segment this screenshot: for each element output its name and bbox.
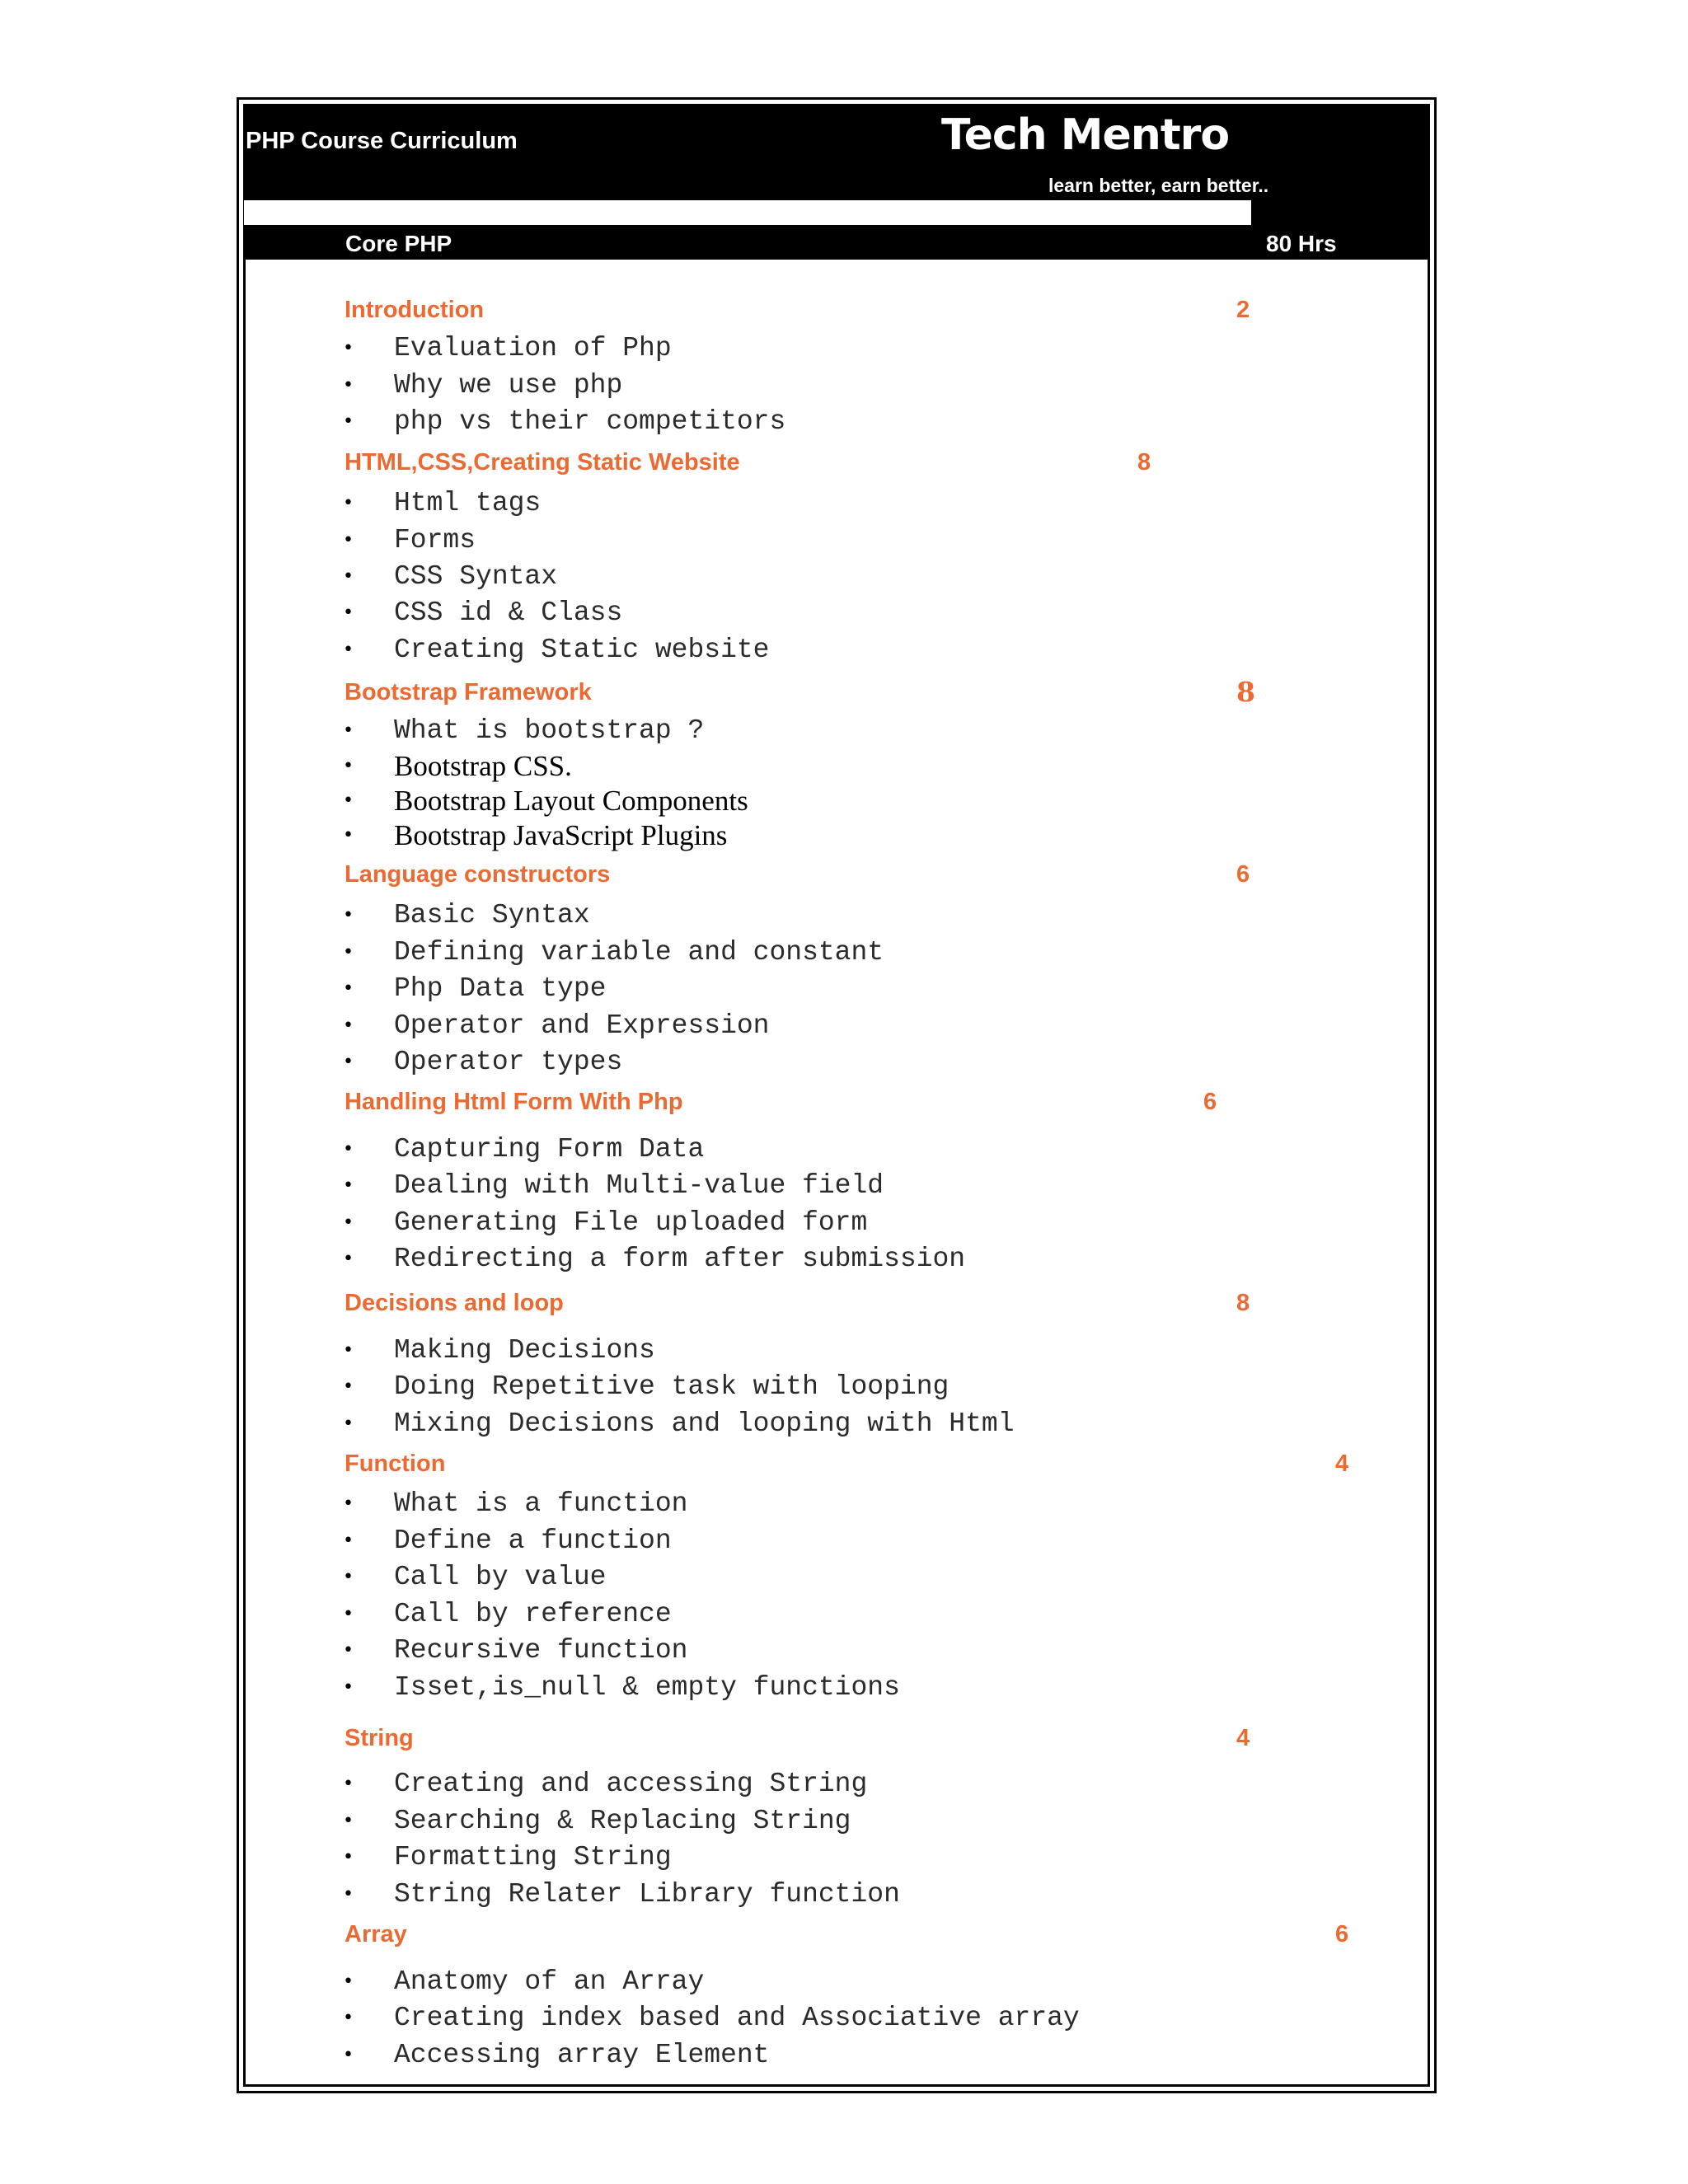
list-item: Recursive function [394,1635,688,1666]
bullet-icon: • [343,790,354,811]
header-divider-bar [244,200,1251,225]
bullet-icon: • [343,1677,354,1698]
brand-tagline: learn better, earn better.. [1048,175,1269,196]
list-item: Isset,is_null & empty functions [394,1672,900,1703]
bullet-icon: • [343,411,354,432]
list-item: Mixing Decisions and looping with Html [394,1408,1015,1439]
section-hours: 8 [1236,676,1255,708]
list-item: Define a function [394,1526,672,1556]
bullet-icon: • [343,1493,354,1514]
bullet-icon: • [343,905,354,926]
section-title: Array [345,1921,407,1947]
list-item: php vs their competitors [394,406,786,437]
bullet-icon: • [343,1567,354,1587]
list-item: Dealing with Multi-value field [394,1170,884,1201]
list-item: What is a function [394,1488,688,1519]
bullet-icon: • [343,1811,354,1831]
section-hours: 6 [1203,1089,1217,1115]
bullet-icon: • [343,1340,354,1361]
list-item: Call by value [394,1562,607,1592]
bullet-icon: • [343,1847,354,1868]
list-item: Php Data type [394,973,607,1004]
list-item: Evaluation of Php [394,333,672,363]
bullet-icon: • [343,640,354,660]
bullet-icon: • [343,1249,354,1269]
list-item: Bootstrap Layout Components [394,785,748,817]
bullet-icon: • [343,1640,354,1661]
section-title: Handling Html Form With Php [345,1089,683,1115]
section-hours: 8 [1137,449,1151,476]
list-item: Operator and Expression [394,1010,770,1041]
bullet-icon: • [343,530,354,551]
list-item: Defining variable and constant [394,937,884,968]
list-item: Html tags [394,488,542,518]
bullet-icon: • [343,1212,354,1233]
bullet-icon: • [343,1604,354,1624]
bullet-icon: • [343,978,354,999]
list-item: CSS Syntax [394,561,558,592]
bullet-icon: • [343,1884,354,1905]
bullet-icon: • [343,825,354,846]
list-item: Doing Repetitive task with looping [394,1371,950,1402]
bullet-icon: • [343,493,354,513]
section-hours: 8 [1236,1290,1250,1316]
list-item: Basic Syntax [394,900,590,930]
bullet-icon: • [343,602,354,623]
list-item: Making Decisions [394,1335,655,1366]
bullet-icon: • [343,942,354,963]
list-item: Anatomy of an Array [394,1966,705,1997]
bullet-icon: • [343,1052,354,1072]
list-item: Generating File uploaded form [394,1207,868,1238]
list-item: Creating Static website [394,635,770,665]
bullet-icon: • [343,338,354,359]
list-item: Redirecting a form after submission [394,1244,966,1274]
bullet-icon: • [343,1530,354,1551]
list-item: What is bootstrap ? [394,715,705,746]
section-title: Function [345,1451,446,1477]
list-item: Bootstrap CSS. [394,750,572,782]
bullet-icon: • [343,1175,354,1196]
document-title: PHP Course Curriculum [246,128,518,154]
section-title: Language constructors [345,861,611,888]
list-item: Capturing Form Data [394,1134,705,1165]
list-item: Creating index based and Associative array [394,2003,1080,2033]
course-total-hours: 80 Hrs [1266,231,1337,256]
section-title: Decisions and loop [345,1290,564,1316]
section-hours: 6 [1335,1921,1349,1947]
course-name: Core PHP [345,231,452,256]
section-hours: 4 [1335,1451,1349,1477]
bullet-icon: • [343,1971,354,1992]
section-title: Bootstrap Framework [345,679,592,705]
list-item: Call by reference [394,1599,672,1629]
bullet-icon: • [343,720,354,741]
list-item: Accessing array Element [394,2040,770,2070]
list-item: Forms [394,525,476,555]
bullet-icon: • [343,756,354,776]
bullet-icon: • [343,1413,354,1434]
bullet-icon: • [343,1376,354,1397]
section-hours: 6 [1236,861,1250,888]
list-item: Why we use php [394,370,623,401]
list-item: Creating and accessing String [394,1769,868,1799]
bullet-icon: • [343,1774,354,1794]
list-item: Bootstrap JavaScript Plugins [394,819,728,851]
section-hours: 4 [1236,1725,1250,1751]
bullet-icon: • [343,1139,354,1160]
brand-name: Tech Mentro [941,110,1230,160]
bullet-icon: • [343,566,354,587]
list-item: Formatting String [394,1842,672,1872]
list-item: CSS id & Class [394,598,623,628]
bullet-icon: • [343,2008,354,2028]
list-item: Operator types [394,1047,623,1077]
list-item: Searching & Replacing String [394,1806,851,1836]
section-title: String [345,1725,414,1751]
bullet-icon: • [343,2045,354,2065]
section-hours: 2 [1236,297,1250,323]
section-title: Introduction [345,297,485,323]
bullet-icon: • [343,375,354,396]
section-title: HTML,CSS,Creating Static Website [345,449,740,476]
bullet-icon: • [343,1015,354,1036]
list-item: String Relater Library function [394,1879,900,1910]
